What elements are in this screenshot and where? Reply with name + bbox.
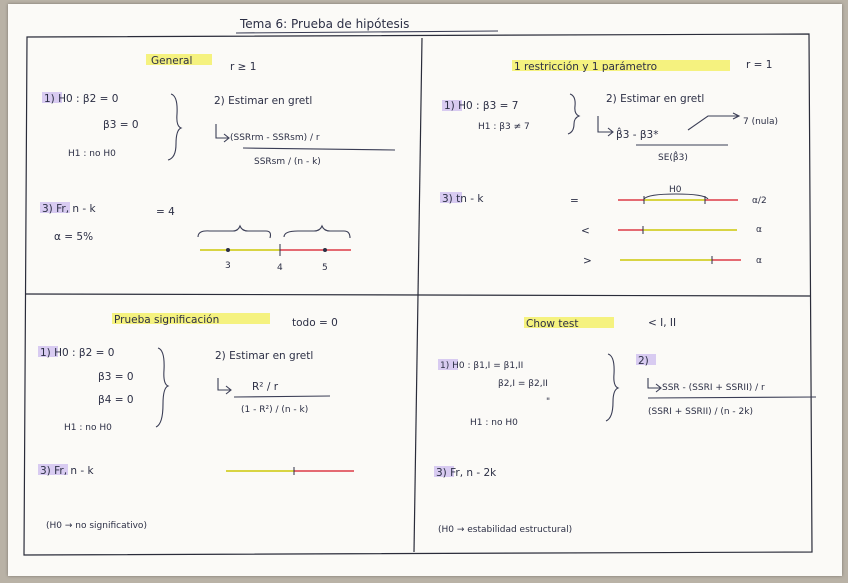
- arrow-icon: [598, 116, 613, 136]
- point-5: [323, 248, 327, 252]
- section-general: [40, 54, 395, 273]
- fraction-line: [243, 148, 395, 150]
- page-title: Tema 6: Prueba de hipótesis: [240, 17, 410, 31]
- step1-h0-b3: β3 = 0: [98, 371, 134, 383]
- tick-label-3: 3: [225, 261, 231, 271]
- relation-equal: =: [570, 195, 579, 207]
- relation-greater: >: [583, 255, 592, 267]
- alpha-level: α = 5%: [54, 231, 94, 243]
- title-underline: [236, 31, 498, 33]
- tick-label-4: 4: [277, 263, 283, 273]
- step3-stat: 3) tn - k: [442, 193, 484, 205]
- relation-less: <: [581, 225, 590, 237]
- step1-h1: H1 : no H0: [68, 149, 116, 159]
- step2-numerator: SSR - (SSRI + SSRII) / r: [662, 383, 765, 393]
- point-3: [226, 248, 230, 252]
- step1-h1: H1 : no H0: [470, 418, 518, 428]
- alpha-greater: α: [756, 256, 762, 266]
- step2-title: 2) Estimar en gretl: [606, 93, 705, 105]
- alpha-half: α/2: [752, 196, 767, 206]
- brace-red: [284, 226, 350, 238]
- step2-numerator: R² / r: [252, 381, 279, 393]
- step3-stat: 3) Fr, n - k: [40, 465, 94, 477]
- step1-h1: H1 : no H0: [64, 423, 112, 433]
- step3-stat: 3) Fr, n - 2k: [436, 467, 497, 479]
- notebook-page: [8, 4, 842, 576]
- step2-title: 2) Estimar en gretl: [215, 350, 314, 362]
- brace: [568, 94, 579, 134]
- section-heading: Chow test: [526, 318, 579, 330]
- step2-numerator: β̂3 - β3*: [616, 129, 659, 141]
- section-one-restriction: [440, 59, 778, 267]
- step3-stat: 3) Fr, n - k: [42, 203, 96, 215]
- step1-h0: 1) H0 : β1,I = β1,II: [440, 361, 524, 371]
- step3-value: = 4: [156, 206, 175, 218]
- arrow-icon: [218, 378, 231, 394]
- section-heading: Prueba significación: [114, 314, 220, 326]
- h0-label: H0: [669, 185, 682, 195]
- r-condition: r ≥ 1: [230, 61, 257, 73]
- section-heading: 1 restricción y 1 parámetro: [514, 61, 658, 73]
- step1-h0-b4: β4 = 0: [98, 394, 134, 406]
- step2-null-note: 7 (nula): [743, 117, 779, 127]
- step1-h0: 1) H0 : β2 = 0: [40, 347, 115, 359]
- conclusion-note: (H0 → estabilidad estructural): [438, 525, 573, 535]
- section-significance: [38, 313, 354, 531]
- step2-numerator: (SSRrm - SSRsm) / r: [230, 133, 320, 143]
- arrow-icon: [688, 113, 739, 130]
- conclusion-note: (H0 → no significativo): [46, 521, 147, 531]
- step2-denominator: (1 - R²) / (n - k): [241, 405, 309, 415]
- step2-title: 2): [638, 355, 649, 367]
- step2-denominator: SSRsm / (n - k): [254, 157, 321, 167]
- step2-denominator: (SSRI + SSRII) / (n - 2k): [648, 407, 753, 417]
- grid-frame: [24, 34, 812, 555]
- brace: [606, 354, 618, 421]
- step1-h0: 1) H0 : β2 = 0: [44, 93, 119, 105]
- step2-denominator: SE(β̂3): [658, 153, 688, 163]
- chow-groups: < I, II: [648, 317, 677, 329]
- step1-h0-b2: β2,I = β2,II: [498, 379, 548, 389]
- condition: todo = 0: [292, 317, 338, 329]
- step1-h0-ditto: ": [546, 397, 551, 407]
- brace: [156, 348, 168, 427]
- brace-red: [198, 226, 271, 238]
- step1-h0: 1) H0 : β3 = 7: [444, 100, 519, 112]
- fraction-line: [234, 396, 330, 397]
- section-chow-test: [434, 317, 816, 535]
- step2-title: 2) Estimar en gretl: [214, 95, 313, 107]
- tick-label-5: 5: [322, 263, 328, 273]
- brace: [168, 94, 181, 160]
- fraction-line: [648, 397, 816, 398]
- step1-h0-b3: β3 = 0: [103, 119, 139, 131]
- alpha-less: α: [756, 225, 762, 235]
- arrow-icon: [216, 124, 229, 142]
- step1-h1: H1 : β3 ≠ 7: [478, 122, 530, 132]
- arrow-icon: [648, 378, 661, 392]
- section-heading: General: [151, 55, 193, 67]
- notes-canvas: [8, 4, 842, 576]
- r-equals: r = 1: [746, 59, 773, 71]
